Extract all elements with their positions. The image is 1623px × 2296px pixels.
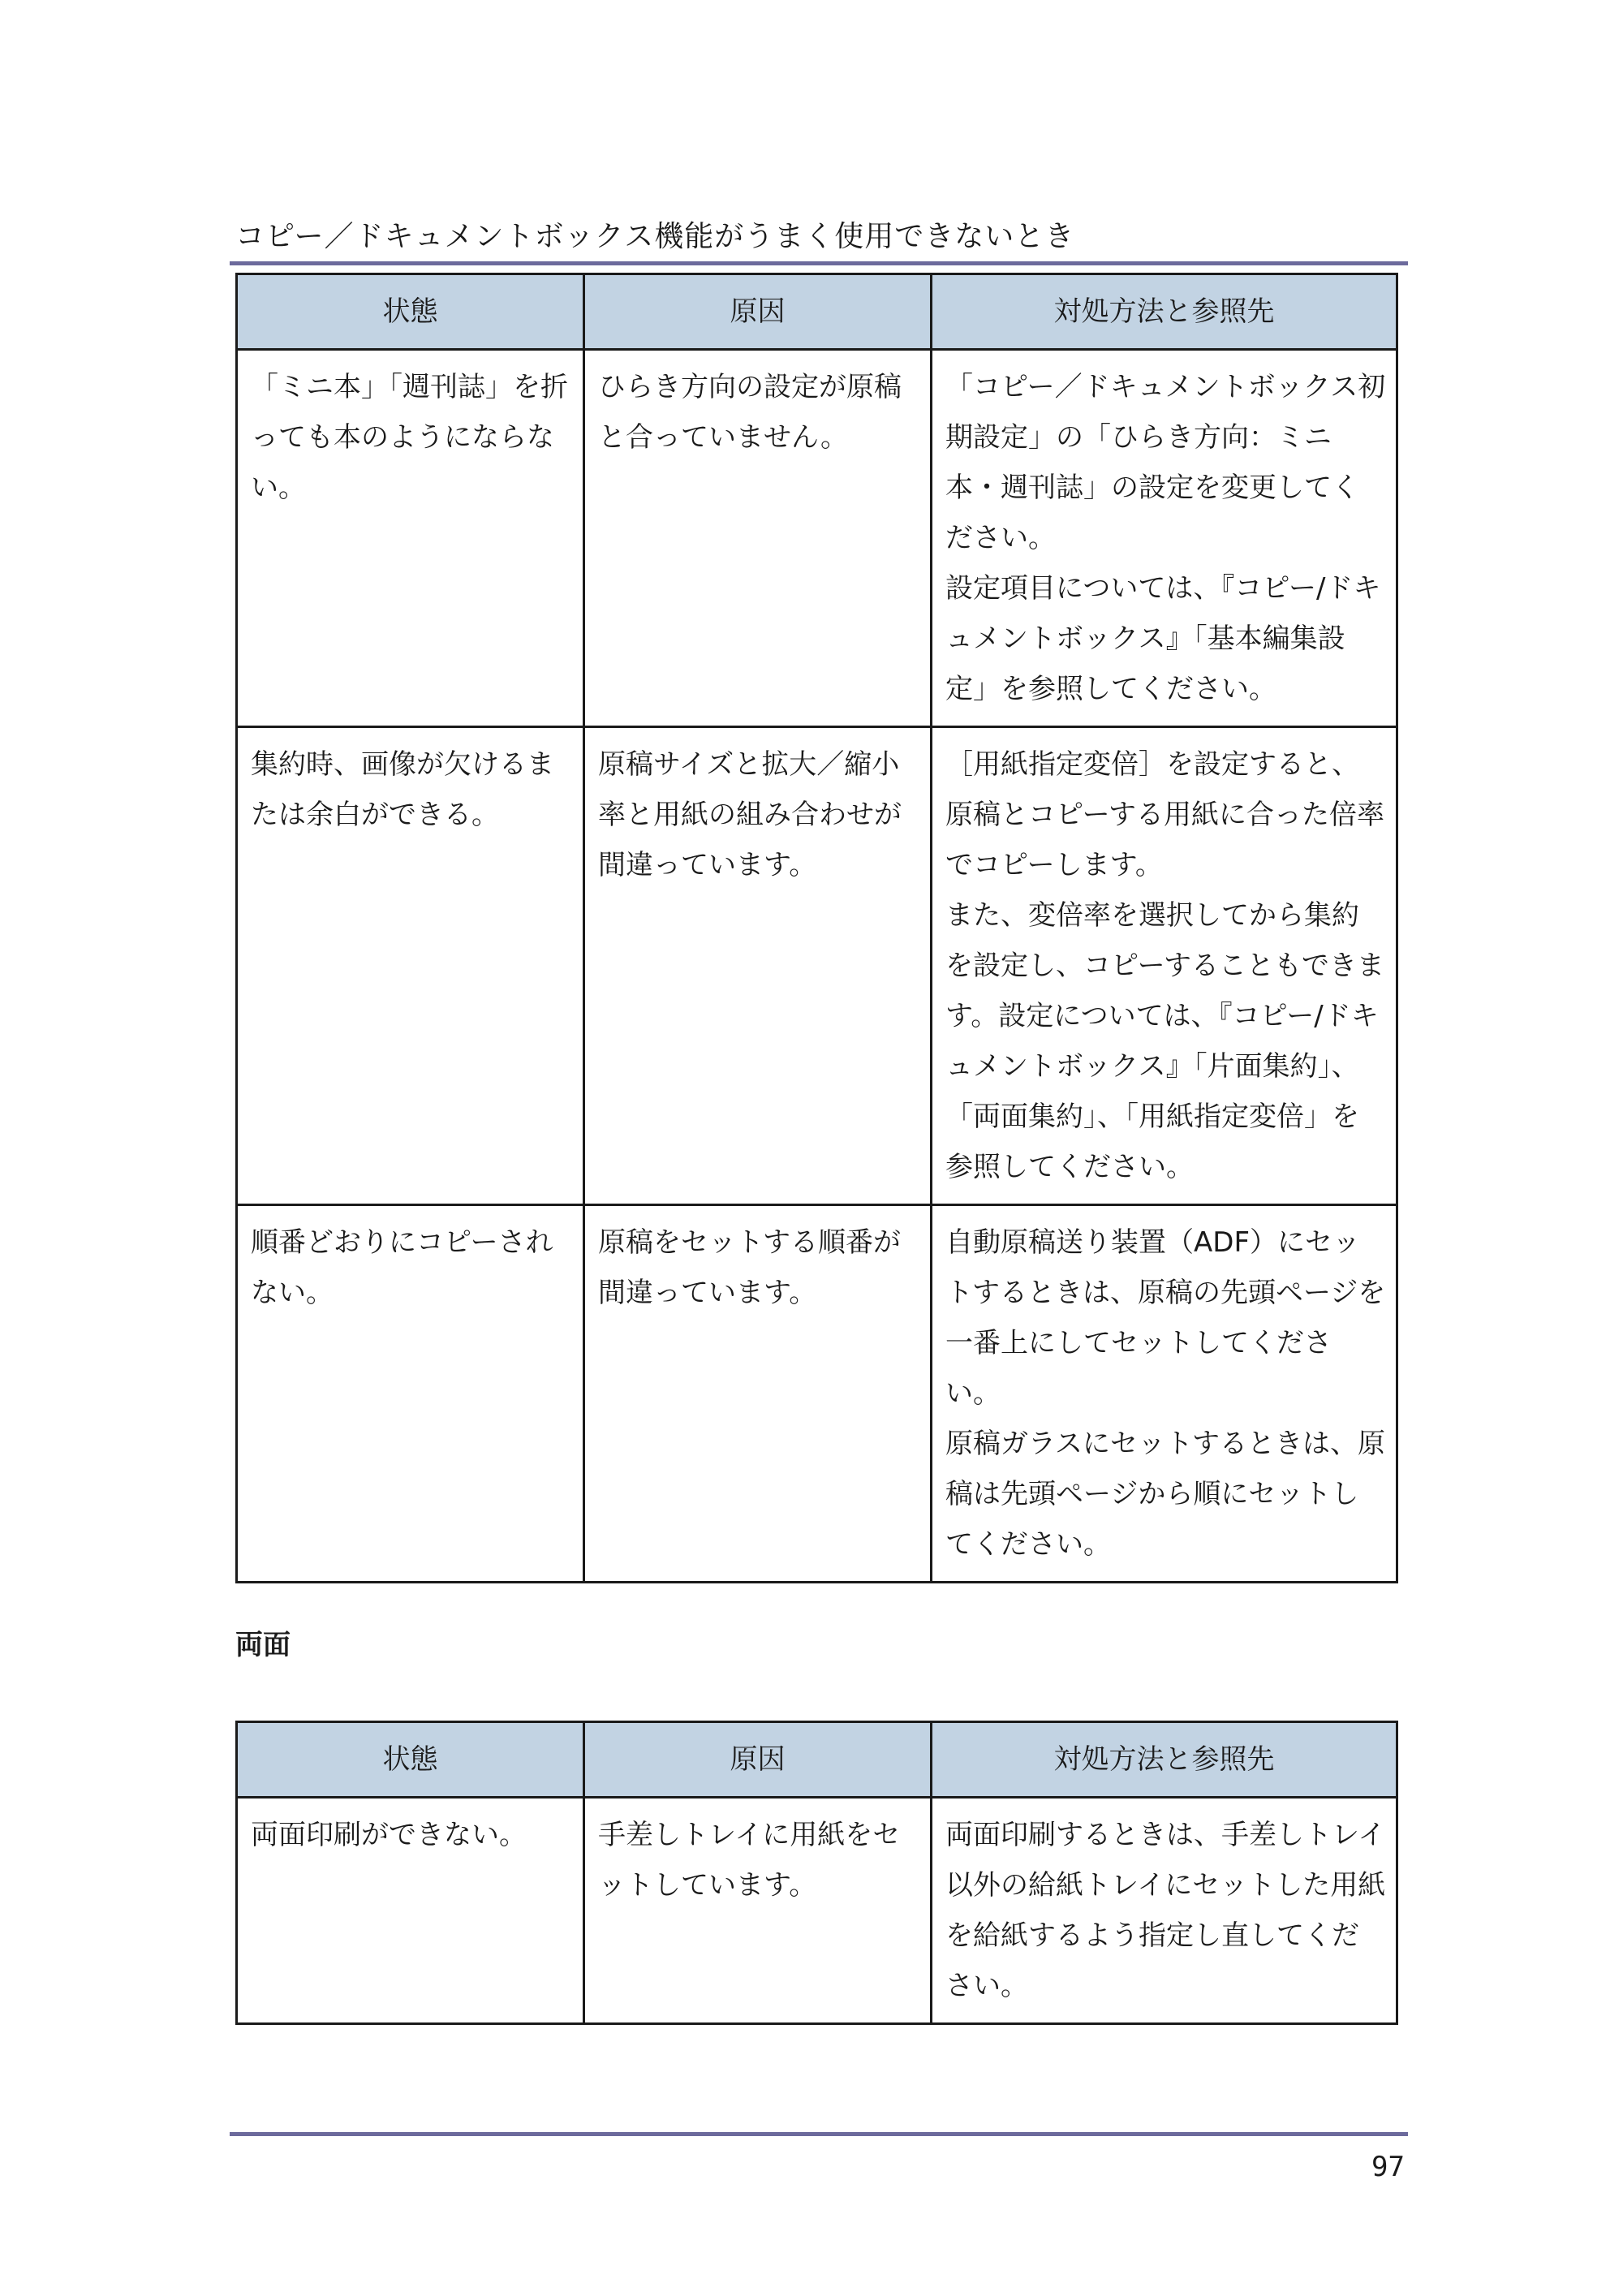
solution-paragraph: 「コピー／ドキュメントボックス初期設定」の「ひらき方向：ミニ本・週刊誌」の設定を変更してください。	[945, 371, 1386, 554]
header-status: 状態	[237, 274, 584, 350]
table-row	[237, 350, 1397, 727]
header-solution: 対処方法と参照先	[932, 274, 1397, 350]
page-number: 97	[1371, 2151, 1405, 2183]
section-title: コピー／ドキュメントボックス機能がうまく使用できないとき	[235, 220, 1075, 253]
header-status: 状態	[237, 1722, 584, 1798]
table-row	[237, 727, 1397, 1205]
header-solution: 対処方法と参照先	[932, 1722, 1397, 1798]
table-header-row	[237, 274, 1397, 350]
cause-cell: 手差しトレイに用紙をセットしています。	[584, 1798, 932, 2024]
status-cell: 両面印刷ができない。	[237, 1798, 584, 2024]
cause-cell: ひらき方向の設定が原稿と合っていません。	[584, 350, 932, 727]
table-row	[237, 1798, 1397, 2024]
solution-cell	[932, 727, 1397, 1205]
table-row	[237, 1205, 1397, 1583]
solution-paragraph: 原稿ガラスにセットするときは、原稿は先頭ページから順にセットしてください。	[945, 1428, 1385, 1561]
header-cause: 原因	[584, 274, 932, 350]
status-cell: 集約時、画像が欠けるまたは余白ができる。	[237, 727, 584, 1205]
solution-cell	[932, 350, 1397, 727]
status-cell: 「ミニ本」「週刊誌」を折っても本のようにならない。	[237, 350, 584, 727]
duplex-troubleshooting-table	[235, 1721, 1398, 2025]
solution-cell	[932, 1798, 1397, 2024]
solution-paragraph: 設定項目については、『コピー/ドキュメントボックス』「基本編集設定」を参照してください。	[945, 572, 1381, 705]
solution-paragraph: 両面印刷するときは、手差しトレイ以外の給紙トレイにセットした用紙を給紙するよう指定し直してください。	[945, 1819, 1386, 2002]
header-cause: 原因	[584, 1722, 932, 1798]
duplex-heading: 両面	[235, 1629, 291, 1661]
table-header-row	[237, 1722, 1397, 1798]
solution-paragraph: 自動原稿送り装置（ADF）にセットするときは、原稿の先頭ページを一番上にしてセットしてください。	[945, 1226, 1386, 1410]
solution-paragraph: また、変倍率を選択してから集約を設定し、コピーすることもできます。設定については、『コピー/ドキュメントボックス』「片面集約」、「両面集約」、「用紙指定変倍」を参照してください。	[945, 899, 1384, 1183]
cause-cell: 原稿をセットする順番が間違っています。	[584, 1205, 932, 1583]
solution-cell	[932, 1205, 1397, 1583]
solution-paragraph: ［用紙指定変倍］を設定すると、原稿とコピーする用紙に合った倍率でコピーします。	[945, 748, 1384, 881]
cause-cell: 原稿サイズと拡大／縮小率と用紙の組み合わせが間違っています。	[584, 727, 932, 1205]
header-rule	[230, 261, 1408, 265]
status-cell: 順番どおりにコピーされない。	[237, 1205, 584, 1583]
copy-troubleshooting-table	[235, 273, 1398, 1583]
footer-rule	[230, 2132, 1408, 2136]
